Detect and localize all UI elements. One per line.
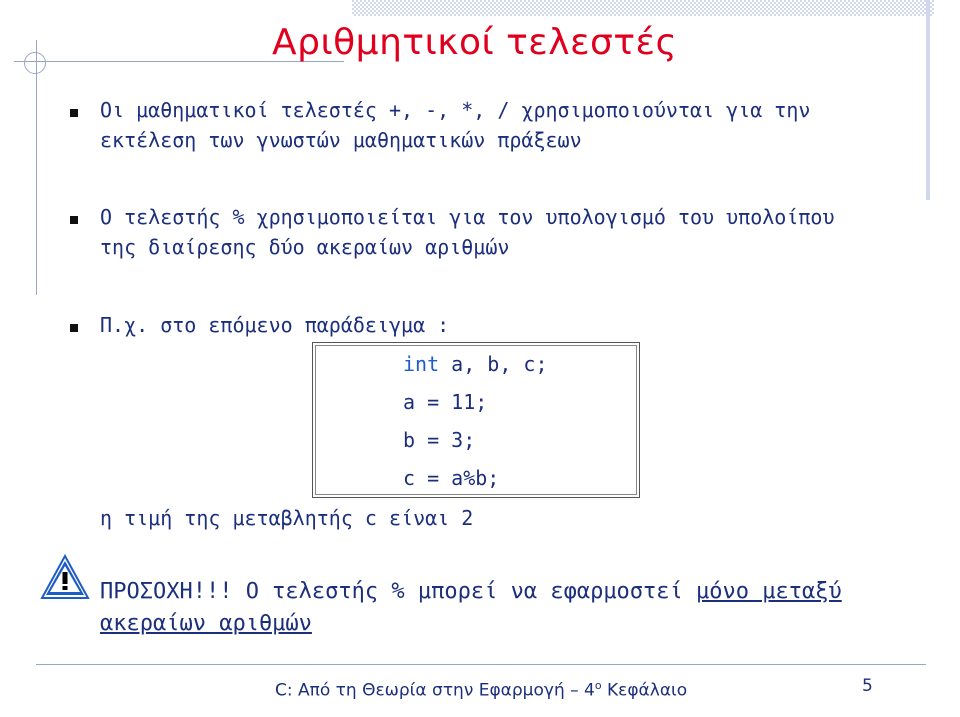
footer-text-before: C: Από τη Θεωρία στην Εφαρμογή – 4 <box>275 680 595 701</box>
decorative-vertical-line <box>36 40 37 295</box>
code-line-assign-a: a = 11; <box>403 390 488 414</box>
code-declaration-vars: a, b, c; <box>439 352 548 376</box>
decorative-right-bar <box>926 0 930 200</box>
footer-text <box>275 674 687 703</box>
bullet-square <box>70 216 78 224</box>
slide-title: Αριθμητικοί τελεστές <box>272 22 678 63</box>
code-line-modulo: c = a%b; <box>403 466 500 490</box>
footer-divider <box>36 664 926 665</box>
warning-prefix: ΠΡΟΣΟΧΗ!!! Ο τελεστής % μπορεί να εφαρμοστεί <box>100 579 697 604</box>
bullet-2-line-1: Ο τελεστής % χρησιμοποιείται για τον υπολογισμό του υπολοίπου <box>100 205 835 229</box>
result-text: η τιμή της μεταβλητής c είναι 2 <box>100 506 474 530</box>
decorative-circle <box>24 52 46 74</box>
warning-icon <box>40 554 90 600</box>
warning-text <box>100 576 842 640</box>
decorative-top-bar <box>352 0 934 16</box>
bullet-1-line-1: Οι μαθηματικοί τελεστές +, -, *, / χρησιμοποιούνται για την <box>100 98 811 122</box>
code-keyword-int: int <box>403 352 440 376</box>
bullet-1-line-2: εκτέλεση των γνωστών μαθηματικών πράξεων <box>100 128 582 152</box>
warning-underlined-2: ακεραίων αριθμών <box>100 611 312 636</box>
code-line-declaration <box>403 350 548 378</box>
bullet-square <box>70 109 78 117</box>
page-number: 5 <box>862 676 873 696</box>
warning-underlined-1: μόνο μεταξύ <box>696 579 842 604</box>
footer-text-after: Κεφάλαιο <box>601 680 688 701</box>
bullet-2-line-2: της διαίρεσης δύο ακεραίων αριθμών <box>100 235 510 259</box>
code-line-assign-b: b = 3; <box>403 428 476 452</box>
footer-superscript: ο <box>594 679 602 692</box>
bullet-square <box>70 324 78 332</box>
bullet-3-line-1: Π.χ. στο επόμενο παράδειγμα : <box>100 313 450 337</box>
